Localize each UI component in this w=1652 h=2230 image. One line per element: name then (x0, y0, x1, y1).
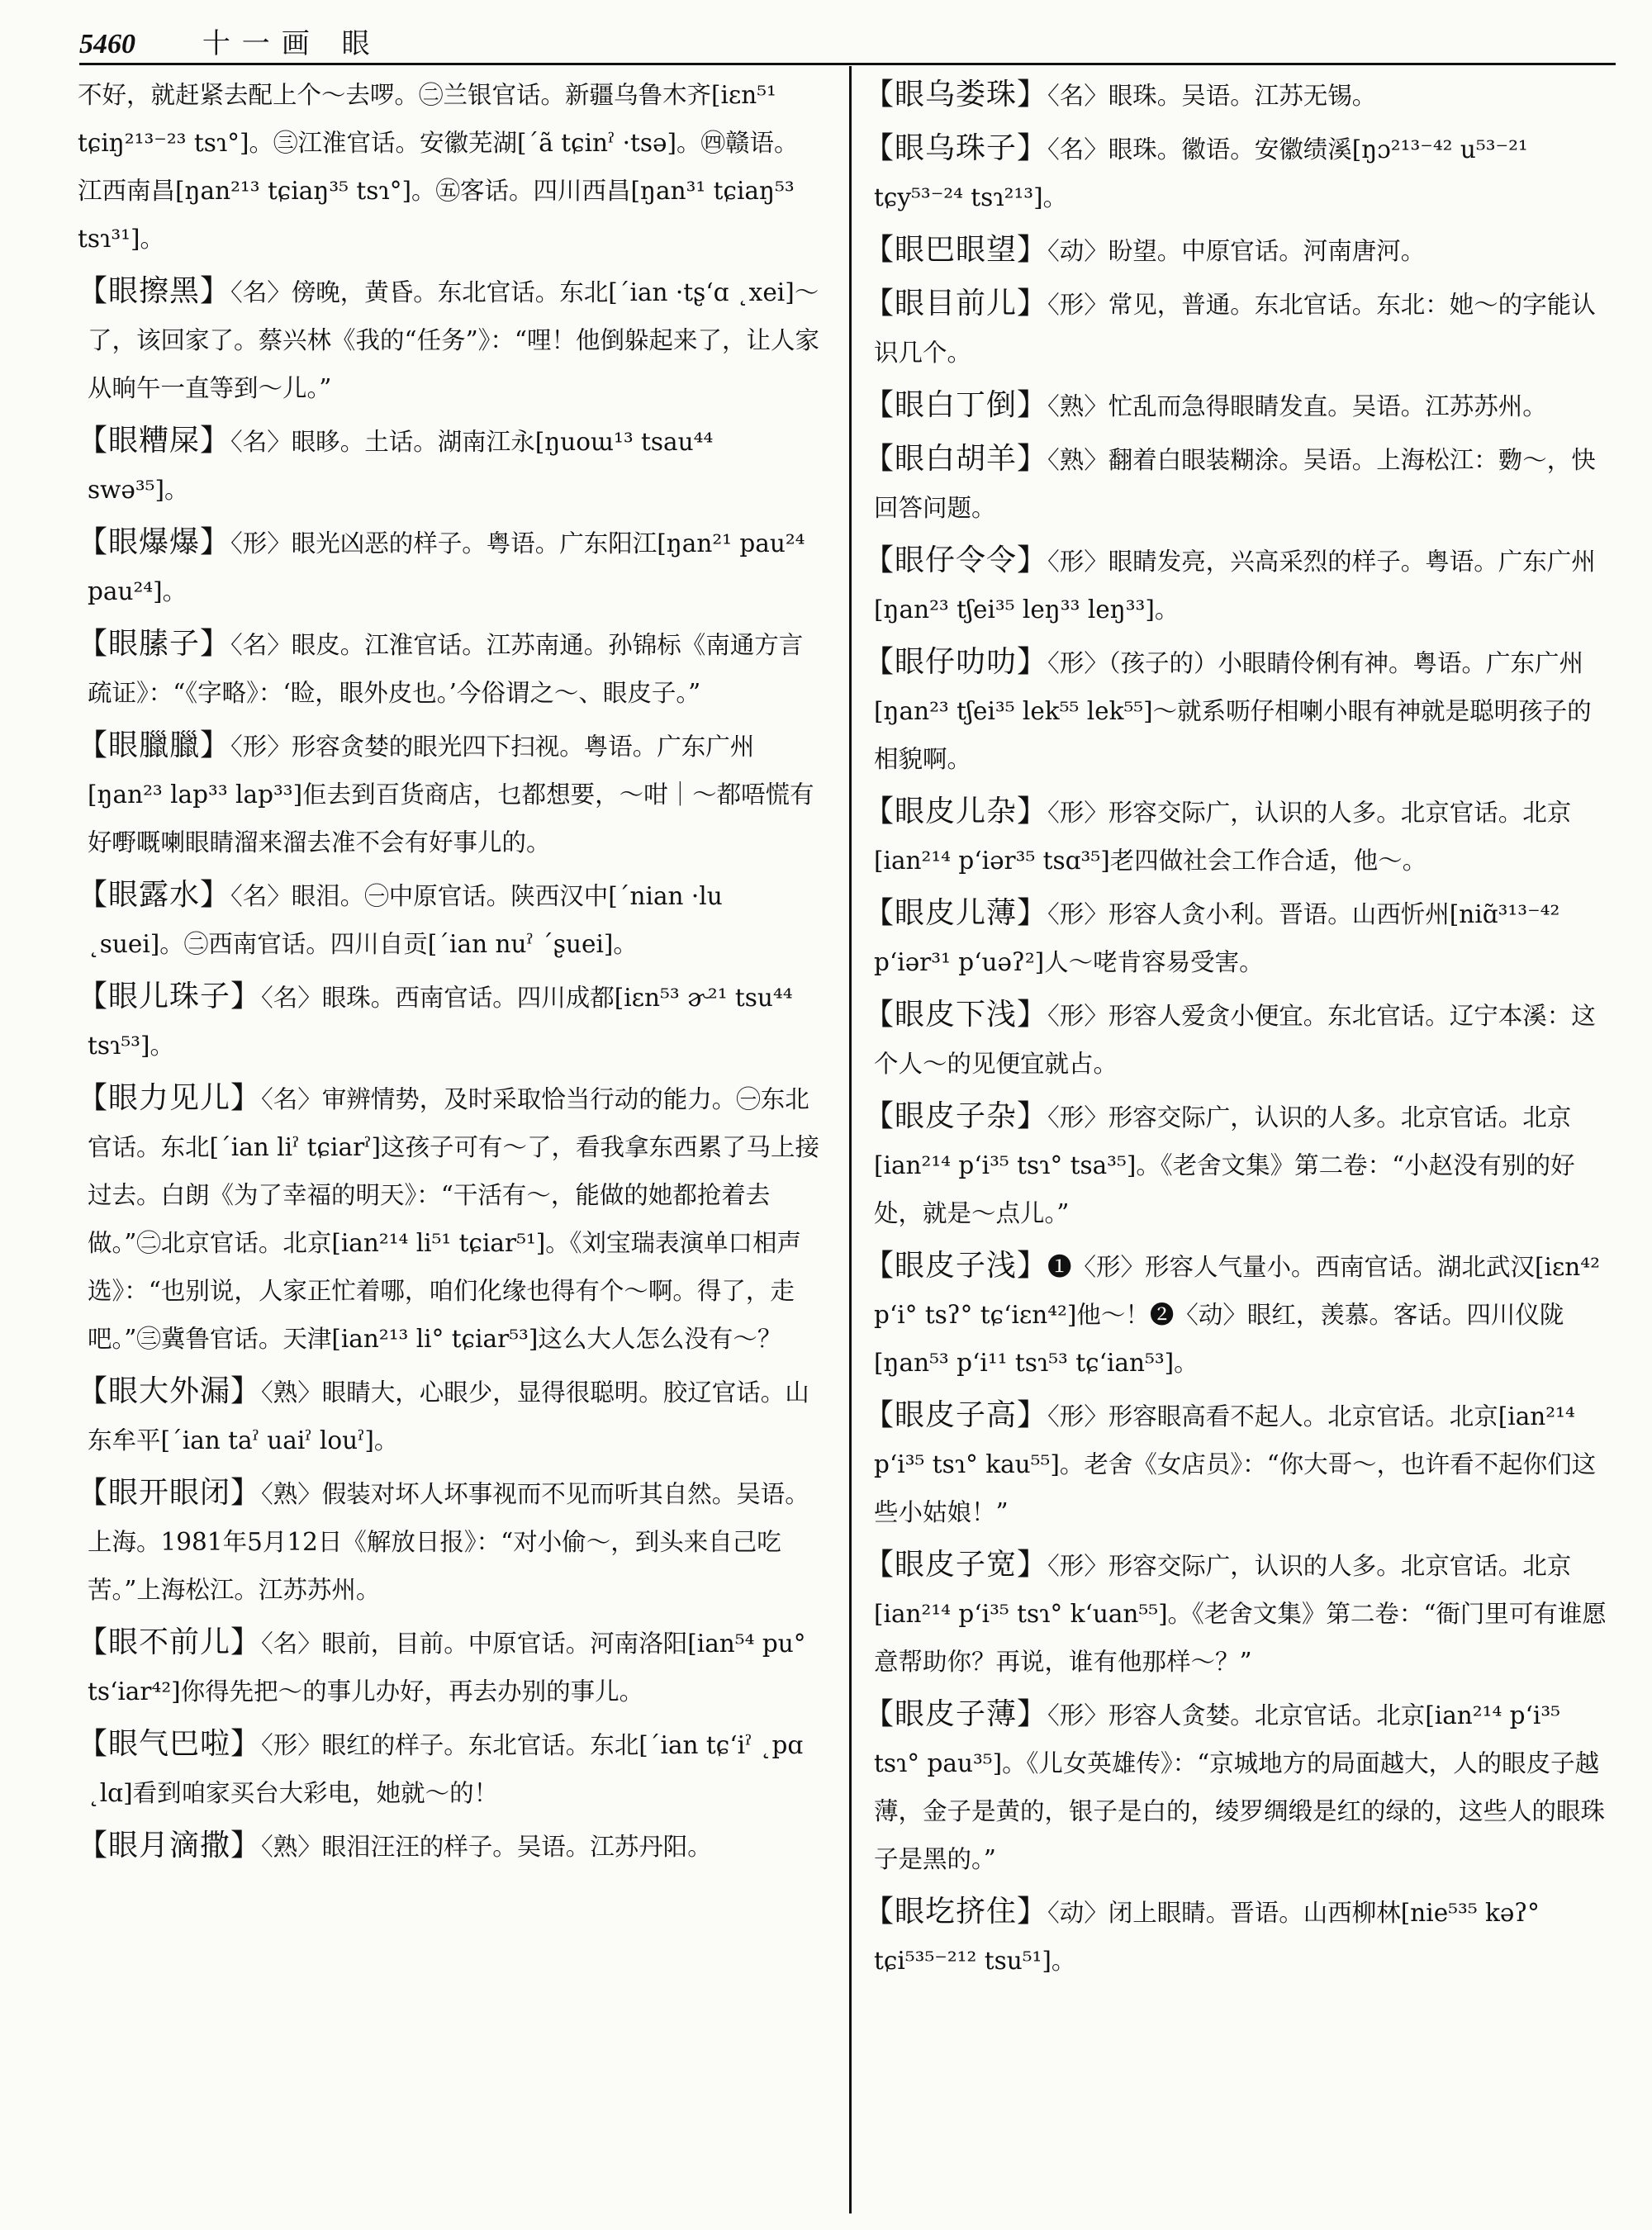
dictionary-entry (864, 1242, 1607, 1387)
dictionary-entry (864, 280, 1607, 377)
entry-text: ❶〈形〉形容人气量小。西南官话。湖北武汉[iɛn⁴² pʻi° tsʔ° tɕʻiɛn⁴²]他～！❷〈动〉眼红，羡慕。客话。四川仪陇[ŋan⁵³ pʻi¹¹ tsɿ⁵³ tɕʻian⁵³]。 (874, 1253, 1600, 1377)
dictionary-entry (78, 1469, 821, 1614)
entry-text: 〈名〉傍晚，黄昏。东北官话。东北[ˊian ·tʂʻɑ ˛xei]～了，该回家了。蔡兴林《我的“任务”》：“哩！他倒躲起来了，让人家从晌午一直等到～儿。” (88, 278, 819, 402)
dictionary-entry (78, 519, 821, 615)
right-column (864, 71, 1607, 1990)
entry-text: 〈形〉常见，普通。东北官话。东北：她～的字能认识几个。 (874, 291, 1596, 367)
entry-headword: 【眼擦黑】 (78, 274, 231, 308)
entry-headword: 【眼圪挤住】 (864, 1895, 1048, 1929)
entry-headword: 【眼皮子薄】 (864, 1697, 1048, 1731)
entry-headword: 【眼皮儿薄】 (864, 896, 1048, 930)
dictionary-entry (864, 991, 1607, 1088)
entry-headword: 【眼不前儿】 (78, 1625, 262, 1659)
entry-text: 〈熟〉忙乱而急得眼睛发直。吴语。江苏苏州。 (1047, 392, 1547, 420)
entry-headword: 【眼月滴撒】 (78, 1829, 262, 1862)
left-column (78, 71, 821, 1876)
entry-text: 〈形〉形容交际广，认识的人多。北京官话。北京[ian²¹⁴ pʻi³⁵ tsɿ° kʻuan⁵⁵]。《老舍文集》第二卷：“衙门里可有谁愿意帮助你？再说，谁有他那样～？” (874, 1552, 1607, 1676)
dictionary-entry (864, 1392, 1607, 1536)
page-number: 5460 (79, 29, 135, 59)
dictionary-entry (864, 1541, 1607, 1686)
entry-text: 〈熟〉眼睛大，心眼少，显得很聪明。胶辽官话。山东牟平[ˊian taˀ uaiˀ louˀ]。 (88, 1378, 809, 1454)
entry-text: 〈形〉眼光凶恶的样子。粤语。广东阳江[ŋan²¹ pau²⁴ pau²⁴]。 (88, 529, 805, 605)
dictionary-entry (78, 1368, 821, 1464)
dictionary-entry (864, 1888, 1607, 1985)
dictionary-entry (864, 638, 1607, 783)
entry-headword: 【眼皮下浅】 (864, 998, 1048, 1032)
entry-text: 〈形〉形容交际广，认识的人多。北京官话。北京[ian²¹⁴ pʻi³⁵ tsɿ° tsa³⁵]。《老舍文集》第二卷：“小赵没有别的好处，就是～点儿。” (874, 1103, 1575, 1227)
entry-headword: 【眼露水】 (78, 878, 231, 912)
entry-text: 〈形〉形容交际广，认识的人多。北京官话。北京[ian²¹⁴ pʻiər³⁵ tsɑ³⁵]老四做社会工作合适，他～。 (874, 799, 1572, 875)
dictionary-entry (78, 268, 821, 412)
dictionary-entry (864, 537, 1607, 633)
entry-text: 〈形〉眼红的样子。东北官话。东北[ˊian tɕʻiˀ ˛pɑ ˛lɑ]看到咱家买台大彩电，她就～的！ (88, 1731, 804, 1807)
dictionary-entry (78, 973, 821, 1070)
entry-text: 〈形〉形容贪婪的眼光四下扫视。粤语。广东广州[ŋan²³ lap³³ lap³³]佢去到百货商店，乜都想要，～咁｜～都唔慌有好嘢嘅喇眼睛溜来溜去准不会有好事儿的。 (88, 733, 814, 856)
page-header (79, 25, 1616, 65)
entry-headword: 【眼皮子杂】 (864, 1099, 1048, 1133)
entry-text: 〈名〉眼泪。㊀中原官话。陕西汉中[ˊnian ·lu ˛suei]。㊁西南官话。四川自贡[ˊian nuˀ ˊʂuei]。 (88, 882, 723, 958)
entry-text: 〈形〉眼睛发亮，兴高采烈的样子。粤语。广东广州[ŋan²³ tʃei³⁵ leŋ³³ leŋ³³]。 (874, 548, 1596, 624)
entry-text: 〈形〉形容人爱贪小便宜。东北官话。辽宁本溪：这个人～的见便宜就占。 (874, 1002, 1596, 1078)
entry-text: 〈熟〉假装对坏人坏事视而不见而听其自然。吴语。上海。1981年5月12日《解放日报》：“对小偷～，到头来自己吃苦。”上海松江。江苏苏州。 (88, 1480, 809, 1604)
dictionary-entry (78, 1822, 821, 1871)
entry-text: 〈形〉形容人贪小利。晋语。山西忻州[niɑ̃³¹³⁻⁴² pʻiər³¹ pʻuəʔ²]人～咾肯容易受害。 (874, 900, 1560, 976)
entry-text: 〈熟〉眼泪汪汪的样子。吴语。江苏丹阳。 (261, 1833, 712, 1861)
entry-headword: 【眼巴眼望】 (864, 233, 1048, 267)
entry-headword: 【眼皮子高】 (864, 1398, 1048, 1432)
dictionary-entry (864, 435, 1607, 532)
dictionary-entry (864, 788, 1607, 885)
entry-text: 〈熟〉翻着白眼装糊涂。吴语。上海松江：覅～，快回答问题。 (874, 446, 1596, 522)
dictionary-entry (78, 620, 821, 717)
entry-headword: 【眼皮子宽】 (864, 1548, 1048, 1582)
entry-headword: 【眼大外漏】 (78, 1374, 262, 1408)
entry-headword: 【眼糟屎】 (78, 424, 231, 458)
dictionary-entry (78, 1075, 821, 1363)
entry-headword: 【眼仔叻叻】 (864, 645, 1048, 679)
entry-headword: 【眼乌珠子】 (864, 131, 1048, 165)
dictionary-entry (864, 890, 1607, 986)
entry-text: 〈形〉（孩子的）小眼睛伶俐有神。粤语。广东广州[ŋan²³ tʃei³⁵ lek⁵⁵ lek⁵⁵]～就系呖仔相喇小眼有神就是聪明孩子的相貌啊。 (874, 649, 1592, 773)
entry-headword: 【眼仔令令】 (864, 543, 1048, 577)
dictionary-entry (864, 71, 1607, 120)
entry-text: 〈名〉审辨情势，及时采取恰当行动的能力。㊀东北官话。东北[ˊian liˀ tɕiarˀ]这孩子可有～了，看我拿东西累了马上接过去。白朗《为了幸福的明天》：“干活有～，能做的她都抢着去做。”㊁北京官话。北京[ian²¹⁴ li⁵¹ tɕiar⁵¹]。《刘宝瑞表演单口相声选》：“也别说，人家正忙着哪，咱们化缘也得有个～啊。得了，走吧。”㊂冀鲁官话。天津[ian²¹³ li° tɕiar⁵³]这么大人怎么没有～？ (88, 1085, 819, 1353)
entry-headword: 【眼力见儿】 (78, 1081, 262, 1115)
entry-headword: 【眼目前儿】 (864, 287, 1048, 320)
entry-text: 〈形〉形容眼高看不起人。北京官话。北京[ian²¹⁴ pʻi³⁵ tsɿ° kau⁵⁵]。老舍《女店员》：“你大哥～，也许看不起你们这些小姑娘！” (874, 1402, 1597, 1526)
dictionary-entry (864, 226, 1607, 275)
dictionary-entry (78, 722, 821, 866)
entry-headword: 【眼气巴啦】 (78, 1727, 262, 1761)
entry-text: 〈动〉闭上眼睛。晋语。山西柳林[nie⁵³⁵ kəʔ° tɕi⁵³⁵⁻²¹² tsu⁵¹]。 (874, 1899, 1540, 1975)
entry-text: 〈名〉眼皮。江淮官话。江苏南通。孙锦标《南通方言疏证》：“《字略》：‘睑，眼外皮也。’今俗谓之～、眼皮子。” (88, 631, 804, 707)
continuation-text (78, 71, 821, 263)
entry-text: 〈名〉眼珠。吴语。江苏无锡。 (1047, 82, 1377, 110)
entry-text: 〈形〉形容人贪婪。北京官话。北京[ian²¹⁴ pʻi³⁵ tsɿ° pau³⁵]。《儿女英雄传》：“京城地方的局面越大，人的眼皮子越薄，金子是黄的，银子是白的，绫罗绸缎是红的绿的，这些人的眼珠子是黑的。” (874, 1701, 1606, 1873)
entry-headword: 【眼白丁倒】 (864, 388, 1048, 422)
entry-text: 〈名〉眼珠。徽语。安徽绩溪[ŋɔ²¹³⁻⁴² u⁵³⁻²¹ tɕy⁵³⁻²⁴ tsɿ²¹³]。 (874, 135, 1528, 211)
dictionary-entry (78, 417, 821, 514)
entry-headword: 【眼白胡羊】 (864, 442, 1048, 476)
entry-headword: 【眼儿珠子】 (78, 980, 262, 1013)
entry-headword: 【眼开眼闭】 (78, 1476, 262, 1510)
entry-headword: 【眼皮儿杂】 (864, 795, 1048, 828)
dictionary-entry (78, 1619, 821, 1715)
entry-text: 〈名〉眼前，目前。中原官话。河南洛阳[ian⁵⁴ pu° tsʻiar⁴²]你得先把～的事儿办好，再去办别的事儿。 (88, 1630, 806, 1706)
entry-text: 〈名〉眼眵。土话。湖南江永[ŋuoɯ¹³ tsau⁴⁴ swə³⁵]。 (88, 428, 714, 504)
dictionary-entry (78, 871, 821, 968)
entry-headword: 【眼爆爆】 (78, 525, 231, 559)
dictionary-entry (864, 125, 1607, 221)
entry-headword: 【眼乌娄珠】 (864, 78, 1048, 112)
entry-headword: 【眼膆子】 (78, 627, 231, 661)
entry-text: 不好，就赶紧去配上个～去啰。㊁兰银官话。新疆乌鲁木齐[iɛn⁵¹ tɕiŋ²¹³⁻²³ tsɿ°]。㊂江淮官话。安徽芜湖[ˊã tɕinˀ ·tsə]。㊃赣语。江西南昌[ŋan²¹³ tɕiaŋ³⁵ tsɿ°]。㊄客话。四川西昌[ŋan³¹ tɕiaŋ⁵³ tsɿ³¹]。 (78, 81, 799, 253)
entry-headword: 【眼皮子浅】 (864, 1249, 1048, 1283)
dictionary-entry (864, 1093, 1607, 1237)
entry-text: 〈名〉眼珠。西南官话。四川成都[iɛn⁵³ ɚ²¹ tsu⁴⁴ tsɿ⁵³]。 (88, 984, 793, 1060)
column-divider (849, 66, 852, 2213)
entry-text: 〈动〉盼望。中原官话。河南唐河。 (1047, 237, 1426, 265)
entry-headword: 【眼臘臘】 (78, 728, 231, 762)
dictionary-entry (864, 1691, 1607, 1883)
dictionary-entry (78, 1720, 821, 1817)
section-title: 十一画 眼 (202, 27, 382, 60)
dictionary-entry (864, 382, 1607, 430)
